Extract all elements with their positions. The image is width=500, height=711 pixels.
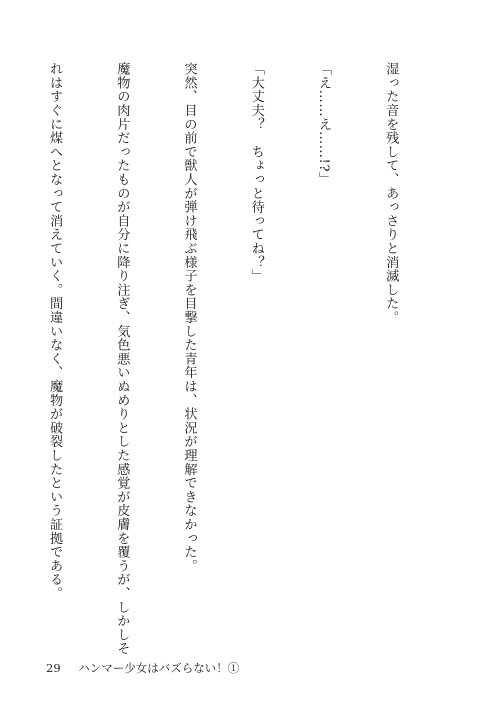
text-line: 突然、目の前で獣人が弾け飛ぶ様子を目撃した青年は、状況が理解できなかった。 bbox=[181, 62, 197, 573]
page-footer bbox=[46, 660, 239, 676]
text-line: 湿った音を残して、あっさりと消滅した。 bbox=[383, 62, 399, 325]
text-line: 魔物の肉片だったものが自分に降り注ぎ、気色悪いぬめりとした感覚が皮膚を覆うが、しかしそ bbox=[114, 62, 130, 656]
book-title: ハンマー少女はバズらない！① bbox=[78, 661, 240, 675]
page-number: 29 bbox=[46, 661, 61, 675]
body-text bbox=[0, 62, 446, 656]
text-line: 「え……え……!?」 bbox=[315, 62, 331, 186]
text-line: れはすぐに煤へとなって消えていく。間違いなく、魔物が破裂したという証拠である。 bbox=[47, 62, 63, 601]
text-line: 「大丈夫？ ちょっと待ってね？」 bbox=[248, 62, 264, 283]
